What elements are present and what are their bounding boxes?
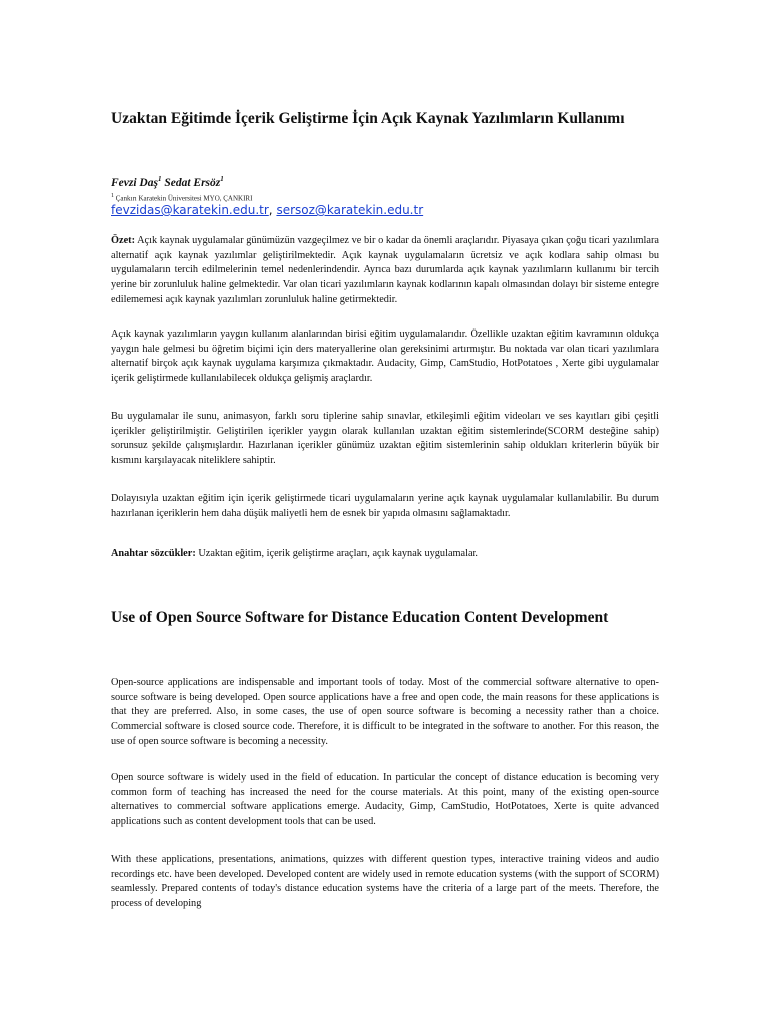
keywords-label: Anahtar sözcükler: xyxy=(111,548,196,559)
abstract-en-paragraph-2: Open source software is widely used in the field of education. In particular the concept of distance education is becoming very common form of teaching has increased the need for the course materials. At this point, many of the existing open-source alternatives to commercial software applications emerge. Audacity, Gimp, CamStudio, HotPotatoes, Xerte is quite advanced applications such as content development tools that can be used. xyxy=(111,772,659,828)
affiliation xyxy=(111,193,252,202)
author-2-sup: 1 xyxy=(220,175,224,183)
emails-line xyxy=(111,203,423,217)
abstract-en-paragraph-3: With these applications, presentations, animations, quizzes with different question types, interactive training videos and audio recordings etc. have been developed. Developed content are widely used in remote education systems (with the support of SCORM) seamlessly. Prepared contents of today's distance education systems have the criteria of a large part of the meets. Therefore, the process of developing xyxy=(111,854,659,910)
abstract-tr-paragraph-4: Dolayısıyla uzaktan eğitim için içerik geliştirmede ticari uygulamaların yerine açık kaynak uygulamalar kullanılabilir. Bu durum hazırlanan içeriklerin hem daha düşük maliyetli hem de esnek bir yapıda olmasını sağlamaktadır. xyxy=(111,493,659,519)
author-2: Sedat Ersöz xyxy=(164,176,221,189)
title-turkish: Uzaktan Eğitimde İçerik Geliştirme İçin Açık Kaynak Yazılımların Kullanımı xyxy=(111,110,625,127)
abstract-tr-label: Özet: xyxy=(111,235,136,246)
affiliation-sup: 1 xyxy=(111,193,114,199)
author-1: Fevzi Daş xyxy=(111,176,158,189)
abstract-tr-p1-text: Açık kaynak uygulamalar günümüzün vazgeçilmez ve bir o kadar da önemli araçlarıdır. Piyasaya çıkan çoğu ticari yazılımlara alternatif açık kaynak yazılımlar geliştirilmektedir. Açık kaynak uygulamaların ücretsiz ve açık kodlara sahip olması bu uygulamaların tercih edilmelerinin temel nedenlerindendir. Ayrıca bazı durumlarda açık kaynak yazılımların kullanımı bir tercih yerine bir zorunluluk haline gelmektedir. Var olan ticari yazılımların kaynak kodlarının kapalı olmasından dolayı bir sisteme entegre edilememesi açık kaynak yazılımları zorunluluk haline getirmektedir. xyxy=(111,235,659,305)
email-link-1[interactable]: fevzidas@karatekin.edu.tr xyxy=(111,203,269,217)
abstract-en-paragraph-1: Open-source applications are indispensable and important tools of today. Most of the commercial software alternative to open-source software is being developed. Open source applications have a free and open code, the main reasons for these applications is that they are preferred. Also, in some cases, the use of open source software is becoming a necessity rather than a choice. Commercial software is closed source code. Therefore, it is difficult to be integrated in the software to another. For this reason, the use of open source software is becoming a necessity. xyxy=(111,677,659,747)
keywords-line xyxy=(111,547,659,562)
title-english: Use of Open Source Software for Distance Education Content Development xyxy=(111,609,609,626)
author-1-sup: 1 xyxy=(157,175,162,183)
email-link-2[interactable]: sersoz@karatekin.edu.tr xyxy=(276,203,424,217)
abstract-tr-paragraph-3: Bu uygulamalar ile sunu, animasyon, farklı soru tiplerine sahip sınavlar, etkileşimli eğitim videoları ve ses kayıtları gibi çeşitli içerikler geliştirilmiştir. Geliştirilen içerikler yaygın olarak kullanılan uzaktan eğitim sistemlerinde(SCORM desteğine sahip) sorunsuz şekilde çalışmışlardır. Hazırlanan içerikler günümüz uzaktan eğitim sistemlerinin sahip oldukları kriterlerin büyük bir kısmını karşılayacak niteliklere sahiptir. xyxy=(111,411,659,467)
affiliation-text: Çankırı Karatekin Üniversitesi MYO, ÇANKIRI xyxy=(115,194,253,203)
abstract-tr-paragraph-1 xyxy=(111,234,659,308)
authors-line xyxy=(111,175,224,189)
abstract-tr-paragraph-2: Açık kaynak yazılımların yaygın kullanım alanlarından birisi eğitim uygulamalarıdır. Özellikle uzaktan eğitim kavramının oldukça yaygın hale gelmesi bu öğretim biçimi için ders materyallerine olan gereksinimi artırmıştır. Bu noktada var olan ticari yazılımlara alternatif birçok açık kaynak uygulama karşımıza çıkmaktadır. Audacity, Gimp, CamStudio, HotPotatoes , Xerte gibi uygulamalar içerik geliştirmede kullanılabilecek oldukça gelişmiş araçlardır. xyxy=(111,329,659,385)
keywords-text: Uzaktan eğitim, içerik geliştirme araçları, açık kaynak uygulamalar. xyxy=(195,548,478,559)
email-separator: , xyxy=(268,203,277,217)
